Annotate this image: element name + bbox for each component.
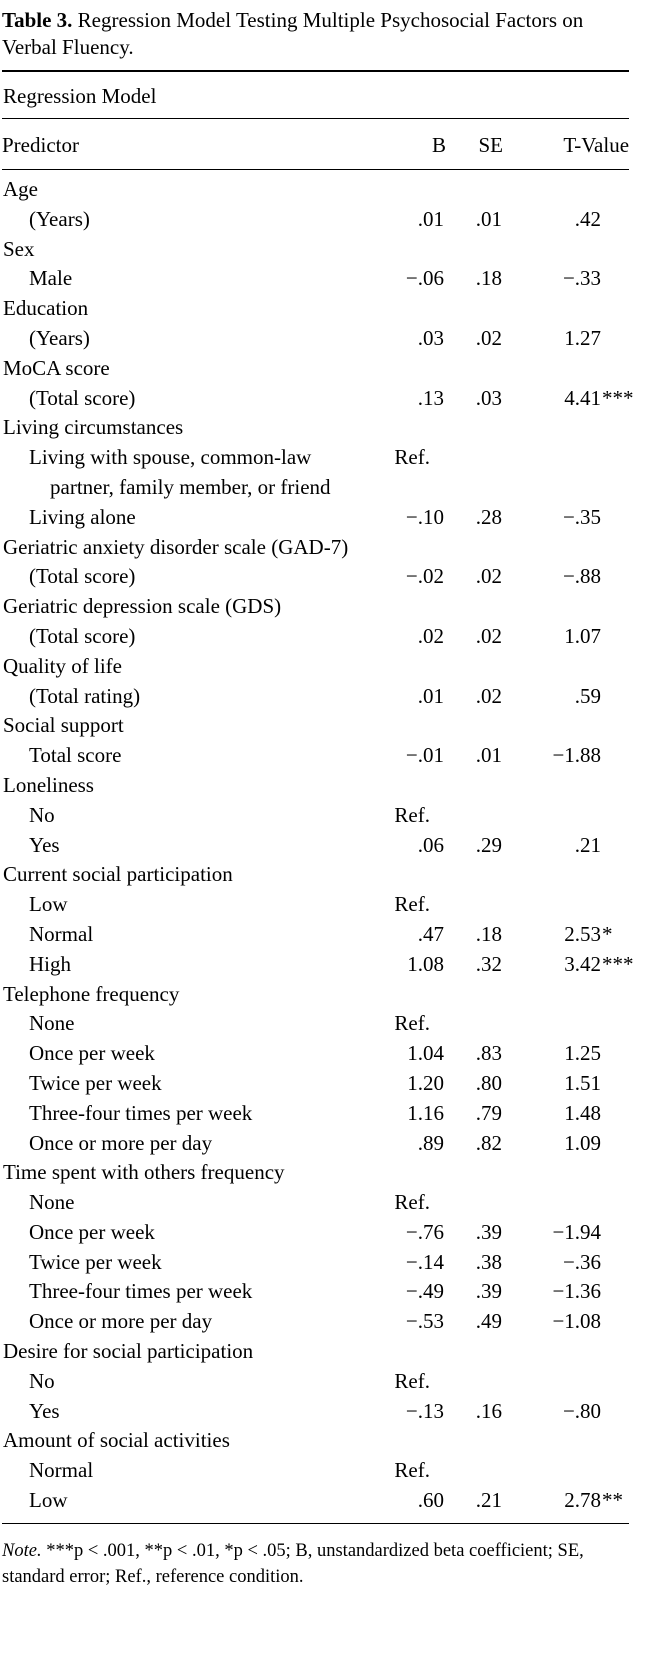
- predictor-group-row: [2, 980, 629, 1010]
- b-coefficient-cell: −.13: [405, 1398, 444, 1423]
- se-cell: [446, 1456, 503, 1486]
- t-value-cell: [503, 533, 629, 563]
- t-value-cell: [503, 890, 629, 920]
- predictor-cell: Yes: [29, 1398, 60, 1423]
- t-value-number: 2.78: [564, 1488, 602, 1513]
- b-coefficient-cell: .02: [417, 623, 444, 648]
- reference-cell: Ref.: [394, 892, 430, 917]
- b-coefficient-cell: 1.16: [407, 1100, 444, 1125]
- se-cell: .80: [475, 1070, 502, 1095]
- se-cell: .16: [475, 1398, 502, 1423]
- se-cell: .18: [475, 921, 502, 946]
- predictor-cell: Once or more per day: [29, 1130, 213, 1155]
- reference-cell: Ref.: [394, 1368, 430, 1393]
- b-coefficient-cell: [371, 860, 446, 890]
- t-value-cell: [503, 264, 629, 294]
- predictor-cell: Once per week: [29, 1219, 155, 1244]
- predictor-data-row: [2, 503, 629, 533]
- b-coefficient-cell: .01: [417, 683, 444, 708]
- se-cell: [446, 860, 503, 890]
- t-value-number: 2.53: [564, 921, 602, 946]
- t-value-cell: [503, 324, 629, 354]
- significance-stars: *: [602, 921, 613, 946]
- predictor-group-row: [2, 771, 629, 801]
- t-value-cell: [503, 1456, 629, 1486]
- se-cell: [446, 413, 503, 443]
- t-value-number: −.36: [562, 1249, 602, 1274]
- b-coefficient-cell: .06: [417, 832, 444, 857]
- predictor-data-row: [2, 890, 629, 920]
- predictor-group-row: [2, 592, 629, 622]
- predictor-cell: Education: [3, 296, 89, 321]
- predictor-group-row: [2, 354, 629, 384]
- b-coefficient-cell: [371, 652, 446, 682]
- predictor-cell: Once per week: [29, 1041, 155, 1066]
- se-cell: [446, 652, 503, 682]
- regression-table: [2, 70, 634, 1524]
- t-value-number: .59: [574, 683, 602, 708]
- b-coefficient-cell: [371, 170, 446, 205]
- t-value-number: −1.08: [552, 1309, 602, 1334]
- t-value-cell: [503, 1248, 629, 1278]
- predictor-group-row: [2, 652, 629, 682]
- predictor-group-row: [2, 1337, 629, 1367]
- t-value-cell: [503, 354, 629, 384]
- t-value-cell: [503, 413, 629, 443]
- b-coefficient-cell: 1.04: [407, 1041, 444, 1066]
- t-value-cell: [503, 1069, 629, 1099]
- predictor-group-row: [2, 413, 629, 443]
- se-cell: .21: [475, 1488, 502, 1513]
- t-value-cell: [503, 1158, 629, 1188]
- predictor-cell: No: [29, 1368, 55, 1393]
- t-value-number: 1.48: [564, 1100, 602, 1125]
- se-cell: [446, 533, 503, 563]
- b-coefficient-cell: .60: [417, 1488, 444, 1513]
- t-value-number: 3.42: [564, 951, 602, 976]
- predictor-cell: Three-four times per week: [29, 1279, 253, 1304]
- se-cell: .02: [475, 683, 502, 708]
- t-value-number: −.35: [562, 504, 602, 529]
- predictor-data-row: [2, 1218, 629, 1248]
- b-coefficient-cell: [371, 711, 446, 741]
- column-header-tvalue: T-Value: [503, 119, 629, 170]
- predictor-data-row: [2, 831, 629, 861]
- t-value-number: −.33: [562, 266, 602, 291]
- se-cell: [446, 235, 503, 265]
- predictor-data-row: [2, 1486, 629, 1523]
- b-coefficient-cell: 1.20: [407, 1070, 444, 1095]
- predictor-cell: (Total score): [29, 564, 136, 589]
- column-header-predictor: Predictor: [2, 119, 371, 170]
- predictor-data-row: [2, 622, 629, 652]
- predictor-data-row: [2, 801, 629, 831]
- predictor-cell: Age: [3, 177, 38, 201]
- predictor-cell: [2, 443, 371, 503]
- t-value-cell: [503, 1307, 629, 1337]
- table-footnote: [2, 1538, 629, 1590]
- predictor-cell: Quality of life: [3, 653, 122, 678]
- se-cell: [446, 443, 503, 503]
- se-cell: [446, 771, 503, 801]
- se-cell: .49: [475, 1309, 502, 1334]
- se-cell: .79: [475, 1100, 502, 1125]
- b-coefficient-cell: [371, 413, 446, 443]
- predictor-data-row: [2, 1099, 629, 1129]
- b-coefficient-cell: [371, 235, 446, 265]
- se-cell: [446, 1367, 503, 1397]
- se-cell: [446, 1188, 503, 1218]
- b-coefficient-cell: .01: [417, 206, 444, 231]
- t-value-cell: [503, 170, 629, 205]
- predictor-data-row: [2, 1009, 629, 1039]
- b-coefficient-cell: .89: [417, 1130, 444, 1155]
- predictor-data-row: [2, 682, 629, 712]
- se-cell: .03: [475, 385, 502, 410]
- se-cell: .18: [475, 266, 502, 291]
- predictor-group-row: [2, 170, 629, 205]
- t-value-number: −.80: [562, 1398, 602, 1423]
- predictor-cell: Loneliness: [3, 772, 94, 797]
- se-cell: .02: [475, 623, 502, 648]
- t-value-cell: [503, 1099, 629, 1129]
- t-value-number: 1.27: [564, 325, 602, 350]
- predictor-cell: Twice per week: [29, 1249, 162, 1274]
- t-value-cell: [503, 860, 629, 890]
- predictor-data-row: [2, 741, 629, 771]
- predictor-group-row: [2, 294, 629, 324]
- se-cell: .01: [475, 743, 502, 768]
- predictor-cell: None: [29, 1190, 75, 1215]
- b-coefficient-cell: −.06: [405, 266, 444, 291]
- se-cell: [446, 711, 503, 741]
- se-cell: .28: [475, 504, 502, 529]
- b-coefficient-cell: .03: [417, 325, 444, 350]
- t-value-cell: [503, 562, 629, 592]
- t-value-cell: [503, 950, 634, 980]
- t-value-cell: [503, 711, 629, 741]
- b-coefficient-cell: .13: [417, 385, 444, 410]
- se-cell: .32: [475, 951, 502, 976]
- t-value-cell: [503, 235, 629, 265]
- significance-stars: ***: [602, 951, 634, 976]
- predictor-data-row: [2, 1129, 629, 1159]
- predictor-cell: Social support: [3, 713, 124, 738]
- predictor-cell: Desire for social participation: [3, 1339, 254, 1364]
- t-value-cell: [503, 1039, 629, 1069]
- t-value-number: −1.94: [552, 1219, 602, 1244]
- t-value-cell: [503, 205, 629, 235]
- column-header-b: B: [371, 119, 446, 170]
- t-value-number: 1.51: [564, 1070, 602, 1095]
- t-value-cell: [503, 652, 629, 682]
- reference-cell: Ref.: [394, 1458, 430, 1483]
- predictor-data-row: [2, 1039, 629, 1069]
- predictor-data-row: [2, 1069, 629, 1099]
- se-cell: [446, 1158, 503, 1188]
- t-value-cell: [503, 1367, 629, 1397]
- predictor-cell: MoCA score: [3, 355, 110, 380]
- se-cell: .39: [475, 1279, 502, 1304]
- b-coefficient-cell: [371, 1158, 446, 1188]
- b-coefficient-cell: 1.08: [407, 951, 444, 976]
- t-value-cell: [503, 622, 629, 652]
- b-coefficient-cell: −.01: [405, 743, 444, 768]
- t-value-number: 4.41: [564, 385, 602, 410]
- predictor-cell: (Years): [29, 206, 90, 231]
- t-value-cell: [503, 592, 629, 622]
- predictor-data-row: [2, 264, 629, 294]
- t-value-cell: [503, 831, 629, 861]
- predictor-data-row: [2, 443, 629, 503]
- b-coefficient-cell: −.14: [405, 1249, 444, 1274]
- predictor-data-row: [2, 1188, 629, 1218]
- t-value-number: .21: [574, 832, 602, 857]
- se-cell: .29: [475, 832, 502, 857]
- se-cell: [446, 354, 503, 384]
- b-coefficient-cell: [371, 354, 446, 384]
- predictor-data-row: [2, 1307, 629, 1337]
- predictor-cell: (Years): [29, 325, 90, 350]
- predictor-cell: Normal: [29, 921, 94, 946]
- table-caption-label: Table 3.: [2, 8, 73, 32]
- predictor-cell: Twice per week: [29, 1070, 162, 1095]
- predictor-data-row: [2, 1248, 629, 1278]
- column-header-se: SE: [446, 119, 503, 170]
- t-value-cell: [503, 741, 629, 771]
- t-value-number: 1.25: [564, 1041, 602, 1066]
- t-value-cell: [503, 384, 634, 414]
- predictor-cell: None: [29, 1011, 75, 1036]
- t-value-number: .42: [574, 206, 602, 231]
- b-coefficient-cell: −.76: [405, 1219, 444, 1244]
- predictor-cell: Geriatric anxiety disorder scale (GAD-7): [3, 534, 349, 559]
- predictor-group-row: [2, 1426, 629, 1456]
- reference-cell: Ref.: [394, 802, 430, 827]
- predictor-cell: Male: [29, 266, 73, 291]
- b-coefficient-cell: [371, 294, 446, 324]
- table-body: [2, 170, 634, 1524]
- t-value-cell: [503, 294, 629, 324]
- predictor-data-row: [2, 950, 629, 980]
- reference-cell: Ref.: [394, 445, 430, 470]
- t-value-cell: [503, 503, 629, 533]
- b-coefficient-cell: [371, 1337, 446, 1367]
- predictor-cell: Telephone frequency: [3, 981, 180, 1006]
- predictor-data-row: [2, 920, 629, 950]
- t-value-cell: [503, 443, 629, 503]
- se-cell: [446, 890, 503, 920]
- predictor-cell: Sex: [3, 236, 35, 261]
- t-value-cell: [503, 920, 629, 950]
- predictor-cell: (Total score): [29, 623, 136, 648]
- reference-cell: Ref.: [394, 1011, 430, 1036]
- predictor-cell: Once or more per day: [29, 1309, 213, 1334]
- spanner-row: [2, 71, 629, 119]
- b-coefficient-cell: [371, 1426, 446, 1456]
- predictor-cell: Time spent with others frequency: [3, 1160, 285, 1185]
- predictor-data-row: [2, 1277, 629, 1307]
- se-cell: .01: [475, 206, 502, 231]
- predictor-group-row: [2, 860, 629, 890]
- table-header: [2, 71, 629, 170]
- t-value-cell: [503, 1397, 629, 1427]
- predictor-data-row: [2, 1456, 629, 1486]
- predictor-cell: Total score: [29, 743, 122, 768]
- predictor-cell: No: [29, 802, 55, 827]
- table-caption-text: Regression Model Testing Multiple Psychosocial Factors on Verbal Fluency.: [2, 8, 584, 59]
- t-value-cell: [503, 1188, 629, 1218]
- predictor-cell: Current social participation: [3, 862, 233, 887]
- predictor-cell: (Total rating): [29, 683, 141, 708]
- predictor-cell: Geriatric depression scale (GDS): [3, 594, 282, 619]
- footnote-text: ***p < .001, **p < .01, *p < .05; B, unstandardized beta coefficient; SE, standard error; Ref., reference condition.: [2, 1540, 584, 1587]
- t-value-cell: [503, 1218, 629, 1248]
- se-cell: .82: [475, 1130, 502, 1155]
- se-cell: [446, 1426, 503, 1456]
- t-value-cell: [503, 682, 629, 712]
- predictor-data-row: [2, 1367, 629, 1397]
- predictor-cell: High: [29, 951, 71, 976]
- b-coefficient-cell: .47: [417, 921, 444, 946]
- se-cell: [446, 170, 503, 205]
- se-cell: [446, 980, 503, 1010]
- se-cell: [446, 801, 503, 831]
- t-value-cell: [503, 1277, 629, 1307]
- footnote-note-label: Note.: [2, 1540, 42, 1561]
- se-cell: [446, 294, 503, 324]
- predictor-wrapped-text: Living with spouse, common-law partner, family member, or friend: [29, 445, 331, 499]
- se-cell: .02: [475, 325, 502, 350]
- predictor-group-row: [2, 711, 629, 741]
- predictor-cell: Low: [29, 892, 68, 917]
- t-value-number: −1.88: [552, 743, 602, 768]
- table-caption: [2, 7, 629, 61]
- t-value-cell: [503, 1129, 629, 1159]
- t-value-number: −.88: [562, 564, 602, 589]
- reference-cell: Ref.: [394, 1190, 430, 1215]
- t-value-cell: [503, 1486, 629, 1523]
- predictor-cell: (Total score): [29, 385, 136, 410]
- b-coefficient-cell: −.53: [405, 1309, 444, 1334]
- b-coefficient-cell: [371, 533, 446, 563]
- t-value-number: 1.07: [564, 623, 602, 648]
- predictor-data-row: [2, 205, 629, 235]
- b-coefficient-cell: −.10: [405, 504, 444, 529]
- predictor-group-row: [2, 235, 629, 265]
- t-value-cell: [503, 801, 629, 831]
- t-value-number: 1.09: [564, 1130, 602, 1155]
- column-header-row: [2, 119, 629, 170]
- predictor-cell: Yes: [29, 832, 60, 857]
- t-value-cell: [503, 1337, 629, 1367]
- t-value-cell: [503, 771, 629, 801]
- significance-stars: **: [602, 1488, 624, 1513]
- predictor-cell: Normal: [29, 1458, 94, 1483]
- predictor-data-row: [2, 562, 629, 592]
- t-value-cell: [503, 1426, 629, 1456]
- predictor-group-row: [2, 1158, 629, 1188]
- t-value-cell: [503, 980, 629, 1010]
- predictor-data-row: [2, 1397, 629, 1427]
- predictor-cell: Low: [29, 1488, 68, 1513]
- se-cell: .39: [475, 1219, 502, 1244]
- b-coefficient-cell: −.49: [405, 1279, 444, 1304]
- table-spanner-label: Regression Model: [2, 71, 629, 119]
- predictor-cell: Amount of social activities: [3, 1428, 230, 1453]
- se-cell: .83: [475, 1041, 502, 1066]
- t-value-cell: [503, 1009, 629, 1039]
- b-coefficient-cell: [371, 771, 446, 801]
- predictor-cell: Living alone: [29, 504, 136, 529]
- se-cell: [446, 592, 503, 622]
- se-cell: [446, 1337, 503, 1367]
- b-coefficient-cell: −.02: [405, 564, 444, 589]
- predictor-data-row: [2, 324, 629, 354]
- predictor-data-row: [2, 384, 629, 414]
- predictor-cell: Living circumstances: [3, 415, 184, 440]
- b-coefficient-cell: [371, 592, 446, 622]
- se-cell: .02: [475, 564, 502, 589]
- significance-stars: ***: [602, 385, 634, 410]
- b-coefficient-cell: [371, 980, 446, 1010]
- se-cell: .38: [475, 1249, 502, 1274]
- predictor-group-row: [2, 533, 629, 563]
- t-value-number: −1.36: [552, 1279, 602, 1304]
- predictor-cell: Three-four times per week: [29, 1100, 253, 1125]
- se-cell: [446, 1009, 503, 1039]
